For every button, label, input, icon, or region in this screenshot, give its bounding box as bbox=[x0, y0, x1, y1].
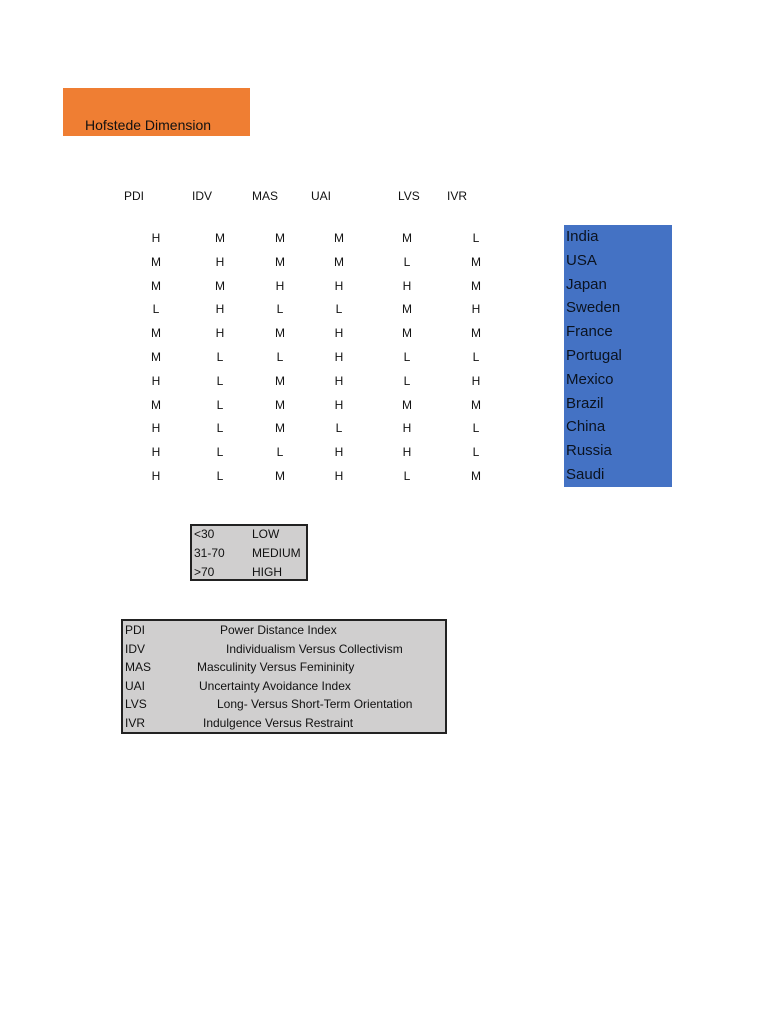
grid-cell: M bbox=[275, 469, 285, 483]
title-banner bbox=[63, 88, 250, 136]
grid-cell: L bbox=[472, 350, 480, 364]
grid-cell: H bbox=[334, 398, 344, 412]
grid-cell: L bbox=[472, 445, 480, 459]
grid-cell: L bbox=[152, 302, 160, 316]
column-header-lvs: LVS bbox=[398, 189, 420, 203]
grid-cell: L bbox=[276, 350, 284, 364]
grid-cell: H bbox=[334, 326, 344, 340]
grid-cell: M bbox=[275, 326, 285, 340]
legend-description: Masculinity Versus Femininity bbox=[197, 660, 355, 675]
grid-cell: M bbox=[215, 279, 225, 293]
grid-cell: H bbox=[471, 302, 481, 316]
grid-cell: H bbox=[151, 231, 161, 245]
legend-description: Individualism Versus Collectivism bbox=[226, 641, 403, 656]
grid-cell: M bbox=[215, 231, 225, 245]
grid-cell: L bbox=[216, 398, 224, 412]
country-label: Portugal bbox=[566, 347, 622, 364]
grid-cell: M bbox=[402, 398, 412, 412]
country-label: USA bbox=[566, 252, 597, 269]
grid-cell: M bbox=[151, 398, 161, 412]
grid-cell: H bbox=[334, 374, 344, 388]
scale-range: >70 bbox=[194, 565, 215, 579]
grid-cell: M bbox=[471, 469, 481, 483]
country-label: India bbox=[566, 228, 599, 245]
country-label: Mexico bbox=[566, 371, 614, 388]
column-header-ivr: IVR bbox=[447, 189, 468, 203]
legend-abbr: LVS bbox=[125, 697, 147, 712]
scale-level: LOW bbox=[252, 527, 280, 541]
grid-cell: M bbox=[471, 255, 481, 269]
grid-cell: H bbox=[334, 279, 344, 293]
grid-cell: L bbox=[276, 302, 284, 316]
grid-cell: M bbox=[471, 398, 481, 412]
scale-key bbox=[190, 524, 308, 581]
scale-level: HIGH bbox=[252, 565, 282, 579]
grid-cell: H bbox=[151, 445, 161, 459]
grid-cell: H bbox=[402, 445, 412, 459]
grid-cell: M bbox=[151, 326, 161, 340]
legend-description: Uncertainty Avoidance Index bbox=[199, 678, 351, 693]
grid-cell: M bbox=[151, 350, 161, 364]
grid-cell: H bbox=[215, 302, 225, 316]
legend-abbr: MAS bbox=[125, 660, 152, 675]
grid-cell: M bbox=[334, 255, 344, 269]
grid-cell: M bbox=[402, 326, 412, 340]
country-label: Japan bbox=[566, 276, 607, 293]
grid-cell: L bbox=[403, 374, 411, 388]
grid-cell: M bbox=[334, 231, 344, 245]
grid-cell: H bbox=[151, 374, 161, 388]
grid-cell: H bbox=[151, 421, 161, 435]
grid-cell: L bbox=[335, 421, 343, 435]
legend-abbr: IDV bbox=[125, 641, 146, 656]
column-header-idv: IDV bbox=[192, 189, 213, 203]
dimension-legend bbox=[121, 619, 447, 734]
grid-cell: L bbox=[472, 421, 480, 435]
country-list bbox=[564, 225, 672, 487]
grid-cell: L bbox=[276, 445, 284, 459]
grid-cell: H bbox=[402, 421, 412, 435]
grid-cell: H bbox=[334, 445, 344, 459]
grid-cell: M bbox=[402, 231, 412, 245]
country-label: Saudi bbox=[566, 466, 605, 483]
grid-cell: L bbox=[403, 350, 411, 364]
scale-range: 31-70 bbox=[194, 546, 225, 560]
country-label: Russia bbox=[566, 442, 612, 459]
grid-cell: L bbox=[216, 374, 224, 388]
grid-cell: H bbox=[471, 374, 481, 388]
column-header-pdi: PDI bbox=[124, 189, 145, 203]
grid-cell: L bbox=[216, 350, 224, 364]
grid-cell: H bbox=[334, 469, 344, 483]
legend-description: Power Distance Index bbox=[220, 623, 337, 637]
legend-abbr: IVR bbox=[125, 716, 146, 730]
legend-abbr: PDI bbox=[125, 623, 146, 637]
legend-abbr: UAI bbox=[125, 678, 146, 693]
grid-cell: M bbox=[151, 279, 161, 293]
grid-cell: L bbox=[216, 421, 224, 435]
grid-cell: H bbox=[151, 469, 161, 483]
grid-cell: H bbox=[402, 279, 412, 293]
country-label: France bbox=[566, 323, 613, 340]
grid-cell: M bbox=[275, 398, 285, 412]
grid-cell: M bbox=[275, 374, 285, 388]
scale-level: MEDIUM bbox=[252, 546, 301, 560]
country-label: Brazil bbox=[566, 395, 604, 412]
grid-cell: M bbox=[402, 302, 412, 316]
legend-description: Indulgence Versus Restraint bbox=[203, 716, 354, 730]
scale-range: <30 bbox=[194, 527, 215, 541]
legend-description: Long- Versus Short-Term Orientation bbox=[217, 697, 413, 712]
grid-cell: H bbox=[275, 279, 285, 293]
grid-cell: H bbox=[215, 255, 225, 269]
country-label: Sweden bbox=[566, 299, 621, 316]
grid-cell: M bbox=[275, 421, 285, 435]
grid-cell: M bbox=[471, 279, 481, 293]
grid-cell: L bbox=[403, 469, 411, 483]
page-title: Hofstede Dimension bbox=[85, 117, 212, 133]
grid-cell: M bbox=[275, 255, 285, 269]
column-header-mas: MAS bbox=[252, 189, 279, 203]
grid-cell: L bbox=[216, 469, 224, 483]
grid-cell: L bbox=[216, 445, 224, 459]
grid-cell: L bbox=[472, 231, 480, 245]
grid-cell: L bbox=[335, 302, 343, 316]
grid-cell: M bbox=[471, 326, 481, 340]
grid-cell: M bbox=[275, 231, 285, 245]
grid-cell: L bbox=[403, 255, 411, 269]
grid-cell: H bbox=[215, 326, 225, 340]
column-header-uai: UAI bbox=[311, 189, 332, 203]
country-label: China bbox=[566, 418, 606, 435]
grid-cell: M bbox=[151, 255, 161, 269]
grid-cell: H bbox=[334, 350, 344, 364]
